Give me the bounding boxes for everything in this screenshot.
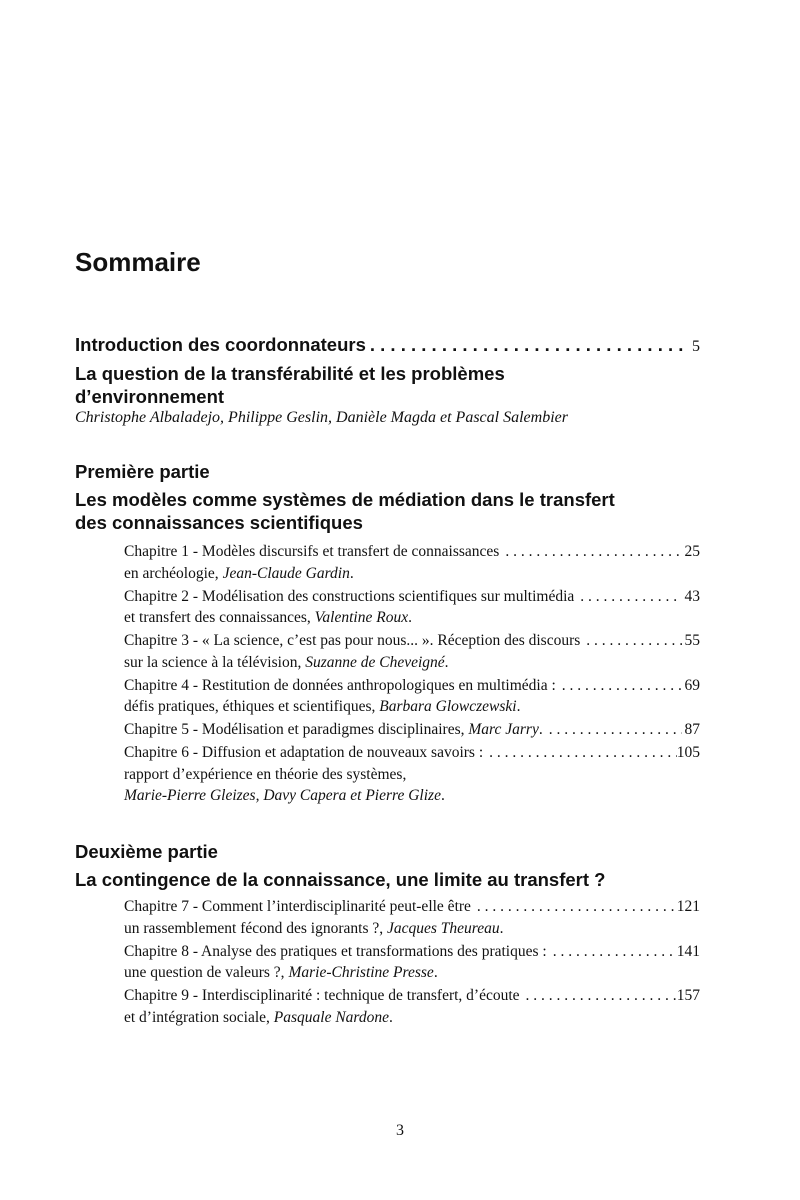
chapter-title-cont: un rassemblement fécond des ignorants ?,: [124, 919, 387, 937]
chapter-list-part-1: [124, 541, 700, 807]
chapter-title: Chapitre 1 - Modèles discursifs et transfert de connaissances: [124, 543, 500, 560]
chapter-title: Chapitre 6 - Diffusion et adaptation de nouveaux savoirs :: [124, 744, 484, 761]
punct: .: [389, 1008, 393, 1026]
chapter-5: [124, 719, 700, 741]
page-number: 3: [396, 1122, 404, 1139]
punct: .: [444, 653, 449, 671]
chapter-title: Chapitre 9 - Interdisciplinarité : technique de transfert, d’écoute: [124, 987, 520, 1004]
dot-leader: [562, 675, 682, 697]
subtitle: La question de la transférabilité et les problèmes: [75, 363, 505, 384]
part-2-heading: [75, 840, 700, 891]
chapter-title-cont: défis pratiques, éthiques et scientifiques,: [124, 698, 380, 715]
page-ref: 43: [684, 587, 700, 605]
dot-leader: [553, 941, 677, 963]
authors: Christophe Albaladejo, Philippe Geslin, Danièle Magda et Pascal Salembier: [75, 409, 568, 426]
chapter-8: [124, 941, 700, 984]
part-label: Deuxième partie: [75, 841, 218, 862]
part-title: Les modèles comme systèmes de médiation dans le transfert: [75, 489, 615, 510]
dot-leader: [477, 896, 677, 918]
chapter-title: Chapitre 7 - Comment l’interdisciplinarité peut-elle être: [124, 898, 471, 915]
dot-leader: [549, 719, 682, 741]
chapter-author: Suzanne de Cheveigné: [305, 653, 445, 671]
entry-title: Introduction des coordonnateurs: [75, 334, 366, 355]
dot-leader: [526, 985, 677, 1007]
chapter-7: [124, 896, 700, 939]
dot-leader: [489, 742, 677, 764]
part-1-heading: [75, 460, 700, 534]
chapter-6: [124, 742, 700, 807]
punct: .: [349, 564, 354, 582]
page-ref: 69: [684, 676, 700, 694]
chapter-title: Chapitre 2 - Modélisation des constructions scientifiques sur multimédia: [124, 587, 575, 605]
chapter-author: Barbara Glowczewski: [379, 698, 517, 715]
chapter-title: Chapitre 3 - « La science, c’est pas pour nous... ». Réception des discours: [124, 632, 581, 649]
chapter-4: [124, 675, 700, 718]
chapter-author: Valentine Roux: [314, 609, 409, 626]
part-title: des connaissances scientifiques: [75, 512, 363, 533]
part-title: La contingence de la connaissance, une limite au transfert ?: [75, 869, 606, 890]
chapter-list-part-2: [124, 896, 700, 1028]
punct: .: [516, 698, 521, 715]
punct: .: [440, 787, 445, 804]
chapter-title-cont: et transfert des connaissances,: [124, 609, 315, 626]
page-ref: 55: [684, 632, 700, 649]
dot-leader: [580, 586, 681, 608]
page-ref: 87: [684, 721, 700, 738]
intro-entry: [75, 333, 700, 428]
chapter-title-cont: en archéologie,: [124, 564, 223, 582]
chapter-2: [124, 586, 700, 629]
page-ref: 121: [676, 898, 700, 915]
chapter-author: Jean-Claude Gardin: [222, 564, 350, 582]
part-label: Première partie: [75, 461, 210, 482]
chapter-title: Chapitre 5 - Modélisation et paradigmes disciplinaires,: [124, 721, 469, 738]
punct: .: [433, 964, 438, 981]
page-title: Sommaire: [75, 247, 201, 277]
chapter-3: [124, 630, 700, 673]
chapter-title: Chapitre 8 - Analyse des pratiques et transformations des pratiques :: [124, 942, 547, 960]
chapter-author: Marie-Christine Presse: [288, 964, 434, 981]
chapter-title-cont: une question de valeurs ?,: [124, 964, 289, 981]
chapter-title-cont: sur la science à la télévision,: [124, 653, 306, 671]
chapter-author: Marc Jarry: [468, 721, 539, 738]
dot-leader: [370, 333, 688, 356]
page-ref: 25: [684, 543, 700, 560]
chapter-title-cont: et d’intégration sociale,: [124, 1008, 274, 1026]
punct: .: [499, 919, 504, 937]
page-ref: 5: [692, 338, 700, 355]
chapter-title: Chapitre 4 - Restitution de données anthropologiques en multimédia :: [124, 676, 556, 694]
punct: .: [538, 721, 543, 738]
chapter-1: [124, 541, 700, 584]
subtitle: d’environnement: [75, 386, 225, 407]
page-ref: 105: [676, 744, 700, 761]
chapter-author: Pasquale Nardone: [273, 1008, 390, 1026]
toc-entry: [75, 333, 700, 358]
chapter-9: [124, 985, 700, 1028]
page-ref: 157: [676, 987, 700, 1004]
dot-leader: [505, 541, 681, 563]
dot-leader: [586, 630, 681, 652]
chapter-author: Jacques Theureau: [387, 919, 500, 937]
chapter-author: Marie-Pierre Gleizes, Davy Capera et Pierre Glize: [124, 787, 441, 804]
punct: .: [408, 609, 412, 626]
page-ref: 141: [676, 942, 700, 960]
chapter-title-cont: rapport d’expérience en théorie des systèmes,: [124, 765, 407, 783]
